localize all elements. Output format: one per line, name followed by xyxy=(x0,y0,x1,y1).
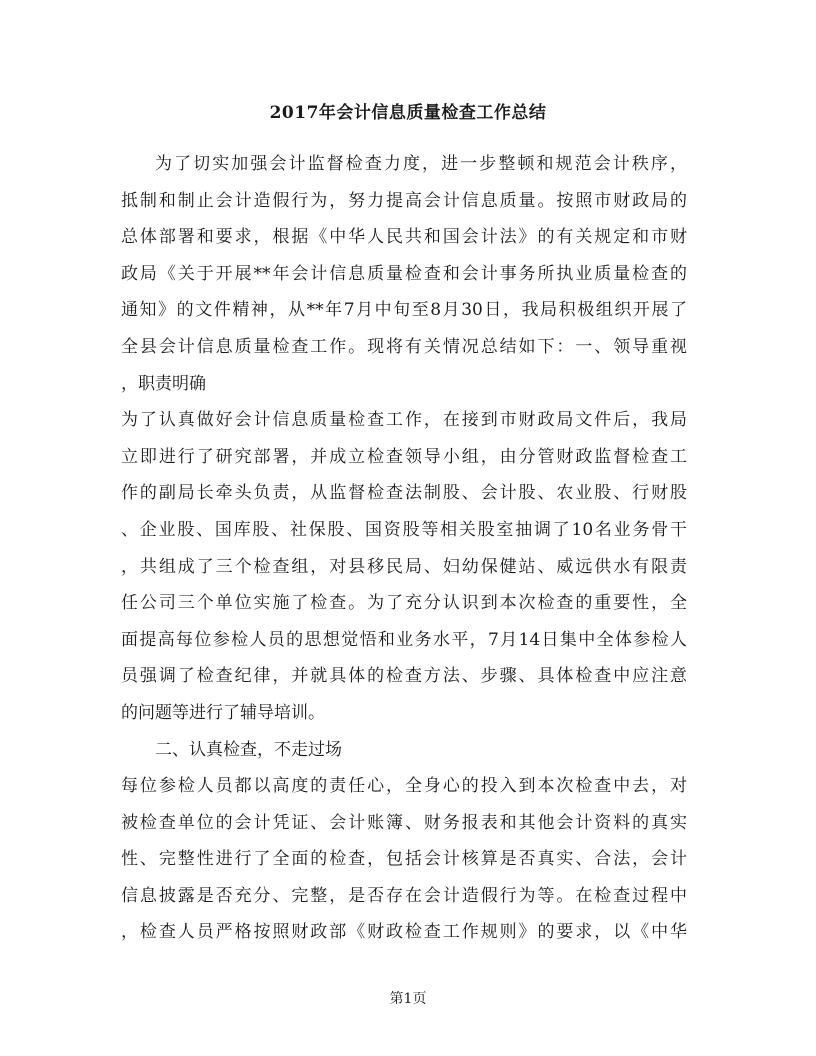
body-line-1: 为了切实加强会计监督检查力度，进一步整顿和规范会计秩序， xyxy=(155,154,687,174)
section-heading-2: 二、认真检查，不走过场 xyxy=(155,739,342,760)
body-line-11: 、企业股、国库股、社保股、国资股等相关股室抽调了10名业务骨干 xyxy=(121,519,687,540)
body-line-21: 信息披露是否充分、完整，是否存在会计造假行为等。在检查过程中 xyxy=(121,885,687,906)
body-line-6: 全县会计信息质量检查工作。现将有关情况总结如下：一、领导重视 xyxy=(121,336,687,357)
body-line-7: ，职责明确 xyxy=(121,373,206,394)
body-line-8: 为了认真做好会计信息质量检查工作，在接到市财政局文件后，我局 xyxy=(121,410,687,431)
body-line-19: 被检查单位的会计凭证、会计账簿、财务报表和其他会计资料的真实 xyxy=(121,812,687,833)
body-line-4: 政局《关于开展**年会计信息质量检查和会计事务所执业质量检查的 xyxy=(121,263,687,284)
body-line-3: 总体部署和要求，根据《中华人民共和国会计法》的有关规定和市财 xyxy=(121,227,687,248)
body-line-14: 面提高每位参检人员的思想觉悟和业务水平，7月14日集中全体参检人 xyxy=(121,629,687,650)
body-line-18: 每位参检人员都以高度的责任心，全身心的投入到本次检查中去，对 xyxy=(121,776,687,797)
body-line-16: 的问题等进行了辅导培训。 xyxy=(121,702,325,723)
body-line-5: 通知》的文件精神，从**年7月中旬至8月30日，我局积极组织开展了 xyxy=(121,300,687,321)
body-line-2: 抵制和制止会计造假行为，努力提高会计信息质量。按照市财政局的 xyxy=(121,190,687,211)
body-line-22: ，检查人员严格按照财政部《财政检查工作规则》的要求，以《中华 xyxy=(121,922,687,943)
body-line-15: 员强调了检查纪律，并就具体的检查方法、步骤、具体检查中应注意 xyxy=(121,666,687,687)
page-number: 第1页 xyxy=(389,991,427,1007)
document-title: 2017年会计信息质量检查工作总结 xyxy=(269,103,547,123)
body-line-12: ，共组成了三个检查组，对县移民局、妇幼保健站、威远供水有限责 xyxy=(121,556,687,577)
document-body xyxy=(121,146,687,951)
body-line-10: 作的副局长牵头负责，从监督检查法制股、会计股、农业股、行财股 xyxy=(121,483,687,504)
body-line-9: 立即进行了研究部署，并成立检查领导小组，由分管财政监督检查工 xyxy=(121,446,687,467)
body-line-13: 任公司三个单位实施了检查。为了充分认识到本次检查的重要性，全 xyxy=(121,593,687,614)
body-line-20: 性、完整性进行了全面的检查，包括会计核算是否真实、合法，会计 xyxy=(121,849,687,870)
